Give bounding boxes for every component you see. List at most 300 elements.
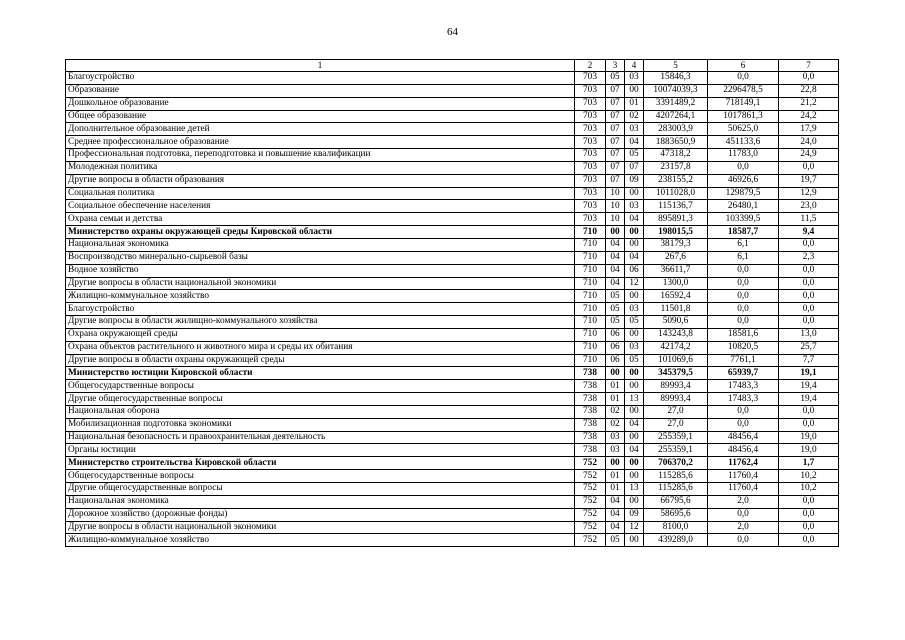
row-name-cell: Общегосударственные вопросы [66,470,575,483]
row-plan-cell: 345379,5 [644,367,708,380]
row-percent-cell: 19,4 [779,380,839,393]
column-header: 3 [606,60,625,72]
row-percent-cell: 22,8 [779,84,839,97]
table-row [66,187,839,200]
row-subsection-cell: 04 [625,136,644,149]
table-row [66,483,839,496]
column-header: 6 [708,60,779,72]
row-section-cell: 02 [606,405,625,418]
row-section-cell: 04 [606,521,625,534]
row-actual-cell: 10820,5 [708,341,779,354]
row-subsection-cell: 03 [625,303,644,316]
row-section-cell: 05 [606,303,625,316]
row-section-cell: 07 [606,110,625,123]
row-name-cell: Другие вопросы в области охраны окружающей среды [66,354,575,367]
row-percent-cell: 24,9 [779,149,839,162]
row-name-cell: Охрана семьи и детства [66,213,575,226]
row-code-cell: 703 [575,123,606,136]
table-row [66,149,839,162]
row-percent-cell: 0,0 [779,508,839,521]
table-row [66,251,839,264]
row-code-cell: 710 [575,354,606,367]
row-percent-cell: 10,2 [779,470,839,483]
row-code-cell: 752 [575,534,606,547]
table-row [66,457,839,470]
row-plan-cell: 267,6 [644,251,708,264]
row-name-cell: Дошкольное образование [66,97,575,110]
row-section-cell: 00 [606,226,625,239]
row-code-cell: 703 [575,97,606,110]
table-row [66,238,839,251]
row-code-cell: 703 [575,110,606,123]
row-percent-cell: 11,5 [779,213,839,226]
table-row [66,508,839,521]
row-subsection-cell: 00 [625,457,644,470]
row-subsection-cell: 00 [625,367,644,380]
row-name-cell: Воспроизводство минерально-сырьевой базы [66,251,575,264]
row-plan-cell: 8100,0 [644,521,708,534]
row-plan-cell: 3391489,2 [644,97,708,110]
row-plan-cell: 89993,4 [644,393,708,406]
row-plan-cell: 4207264,1 [644,110,708,123]
row-actual-cell: 48456,4 [708,431,779,444]
row-actual-cell: 0,0 [708,277,779,290]
row-name-cell: Молодежная политика [66,161,575,174]
row-plan-cell: 115136,7 [644,200,708,213]
row-subsection-cell: 00 [625,328,644,341]
row-percent-cell: 9,4 [779,226,839,239]
row-subsection-cell: 00 [625,431,644,444]
budget-table [65,59,839,547]
row-code-cell: 738 [575,405,606,418]
column-header: 1 [66,60,575,72]
row-name-cell: Органы юстиции [66,444,575,457]
row-section-cell: 04 [606,508,625,521]
row-percent-cell: 0,0 [779,495,839,508]
table-row [66,470,839,483]
row-section-cell: 05 [606,72,625,85]
row-actual-cell: 18587,7 [708,226,779,239]
row-code-cell: 710 [575,264,606,277]
row-actual-cell: 11760,4 [708,483,779,496]
row-actual-cell: 0,0 [708,405,779,418]
table-row [66,405,839,418]
row-code-cell: 752 [575,470,606,483]
row-plan-cell: 36611,7 [644,264,708,277]
row-plan-cell: 115285,6 [644,483,708,496]
table-row [66,277,839,290]
row-subsection-cell: 13 [625,483,644,496]
row-section-cell: 05 [606,534,625,547]
row-code-cell: 738 [575,367,606,380]
row-subsection-cell: 00 [625,187,644,200]
table-row [66,495,839,508]
row-subsection-cell: 03 [625,72,644,85]
table-row [66,226,839,239]
row-percent-cell: 0,0 [779,418,839,431]
row-plan-cell: 101069,6 [644,354,708,367]
row-section-cell: 03 [606,431,625,444]
row-plan-cell: 238155,2 [644,174,708,187]
row-name-cell: Министерство строительства Кировской области [66,457,575,470]
row-percent-cell: 0,0 [779,264,839,277]
row-subsection-cell: 03 [625,200,644,213]
row-plan-cell: 255359,1 [644,431,708,444]
row-actual-cell: 718149,1 [708,97,779,110]
table-row [66,431,839,444]
row-name-cell: Другие вопросы в области жилищно-коммунального хозяйства [66,316,575,329]
row-name-cell: Другие вопросы в области национальной экономики [66,277,575,290]
row-name-cell: Жилищно-коммунальное хозяйство [66,534,575,547]
row-percent-cell: 19,0 [779,431,839,444]
row-actual-cell: 0,0 [708,290,779,303]
row-actual-cell: 0,0 [708,72,779,85]
row-section-cell: 04 [606,495,625,508]
row-section-cell: 07 [606,174,625,187]
row-code-cell: 703 [575,72,606,85]
row-actual-cell: 50625,0 [708,123,779,136]
row-percent-cell: 19,1 [779,367,839,380]
row-section-cell: 01 [606,470,625,483]
row-code-cell: 710 [575,226,606,239]
row-name-cell: Жилищно-коммунальное хозяйство [66,290,575,303]
row-plan-cell: 23157,8 [644,161,708,174]
row-actual-cell: 11762,4 [708,457,779,470]
row-section-cell: 07 [606,123,625,136]
row-code-cell: 738 [575,393,606,406]
row-name-cell: Другие общегосударственные вопросы [66,393,575,406]
row-name-cell: Общее образование [66,110,575,123]
row-percent-cell: 12,9 [779,187,839,200]
row-code-cell: 710 [575,238,606,251]
row-section-cell: 07 [606,161,625,174]
row-code-cell: 738 [575,418,606,431]
row-subsection-cell: 05 [625,316,644,329]
row-code-cell: 703 [575,174,606,187]
row-percent-cell: 19,7 [779,174,839,187]
row-code-cell: 710 [575,328,606,341]
row-plan-cell: 58695,6 [644,508,708,521]
row-percent-cell: 0,0 [779,521,839,534]
row-code-cell: 738 [575,380,606,393]
row-percent-cell: 25,7 [779,341,839,354]
row-percent-cell: 0,0 [779,303,839,316]
table-row [66,97,839,110]
row-code-cell: 703 [575,187,606,200]
row-name-cell: Водное хозяйство [66,264,575,277]
table-row [66,123,839,136]
row-subsection-cell: 07 [625,161,644,174]
row-percent-cell: 19,0 [779,444,839,457]
row-code-cell: 738 [575,431,606,444]
row-section-cell: 10 [606,187,625,200]
row-actual-cell: 0,0 [708,161,779,174]
row-code-cell: 703 [575,213,606,226]
row-name-cell: Дорожное хозяйство (дорожные фонды) [66,508,575,521]
row-subsection-cell: 00 [625,84,644,97]
row-actual-cell: 17483,3 [708,393,779,406]
row-code-cell: 738 [575,444,606,457]
row-name-cell: Другие вопросы в области образования [66,174,575,187]
row-plan-cell: 38179,3 [644,238,708,251]
row-plan-cell: 255359,1 [644,444,708,457]
row-percent-cell: 21,2 [779,97,839,110]
row-percent-cell: 0,0 [779,405,839,418]
table-row [66,264,839,277]
column-header: 4 [625,60,644,72]
row-plan-cell: 47318,2 [644,149,708,162]
row-name-cell: Благоустройство [66,72,575,85]
row-plan-cell: 89993,4 [644,380,708,393]
row-name-cell: Социальное обеспечение населения [66,200,575,213]
row-subsection-cell: 00 [625,238,644,251]
row-plan-cell: 895891,3 [644,213,708,226]
row-name-cell: Образование [66,84,575,97]
row-section-cell: 04 [606,251,625,264]
row-subsection-cell: 09 [625,174,644,187]
table-row [66,328,839,341]
row-code-cell: 752 [575,495,606,508]
row-plan-cell: 1300,0 [644,277,708,290]
row-name-cell: Национальная экономика [66,238,575,251]
row-percent-cell: 0,0 [779,316,839,329]
table-row [66,521,839,534]
row-code-cell: 703 [575,136,606,149]
table-row [66,444,839,457]
row-subsection-cell: 00 [625,470,644,483]
row-subsection-cell: 00 [625,380,644,393]
row-section-cell: 04 [606,238,625,251]
row-actual-cell: 46926,6 [708,174,779,187]
row-percent-cell: 0,0 [779,277,839,290]
page-number: 64 [447,26,458,38]
row-name-cell: Общегосударственные вопросы [66,380,575,393]
column-header: 7 [779,60,839,72]
row-name-cell: Дополнительное образование детей [66,123,575,136]
row-code-cell: 710 [575,290,606,303]
row-actual-cell: 0,0 [708,534,779,547]
row-actual-cell: 0,0 [708,303,779,316]
table-row [66,354,839,367]
row-actual-cell: 0,0 [708,264,779,277]
row-plan-cell: 198015,5 [644,226,708,239]
row-name-cell: Национальная безопасность и правоохранительная деятельность [66,431,575,444]
row-plan-cell: 10074039,3 [644,84,708,97]
row-percent-cell: 0,0 [779,290,839,303]
row-section-cell: 07 [606,97,625,110]
row-plan-cell: 27,0 [644,418,708,431]
row-name-cell: Профессиональная подготовка, переподготовка и повышение квалификации [66,149,575,162]
row-name-cell: Социальная политика [66,187,575,200]
row-section-cell: 07 [606,136,625,149]
row-code-cell: 752 [575,483,606,496]
row-code-cell: 752 [575,521,606,534]
row-actual-cell: 103399,5 [708,213,779,226]
row-code-cell: 703 [575,161,606,174]
row-section-cell: 01 [606,483,625,496]
row-subsection-cell: 12 [625,277,644,290]
table-row [66,316,839,329]
row-section-cell: 10 [606,200,625,213]
row-actual-cell: 65939,7 [708,367,779,380]
row-plan-cell: 1883650,9 [644,136,708,149]
row-code-cell: 703 [575,84,606,97]
row-name-cell: Благоустройство [66,303,575,316]
table-row [66,380,839,393]
row-subsection-cell: 03 [625,123,644,136]
row-plan-cell: 439289,0 [644,534,708,547]
row-actual-cell: 2,0 [708,495,779,508]
row-code-cell: 752 [575,457,606,470]
row-subsection-cell: 03 [625,341,644,354]
row-code-cell: 710 [575,316,606,329]
row-percent-cell: 0,0 [779,238,839,251]
table-row [66,110,839,123]
row-plan-cell: 66795,6 [644,495,708,508]
row-section-cell: 07 [606,84,625,97]
table-row [66,136,839,149]
row-actual-cell: 11783,0 [708,149,779,162]
row-name-cell: Охрана объектов растительного и животного мира и среды их обитания [66,341,575,354]
row-subsection-cell: 04 [625,213,644,226]
row-percent-cell: 7,7 [779,354,839,367]
table-row [66,161,839,174]
row-plan-cell: 1011028,0 [644,187,708,200]
row-section-cell: 06 [606,341,625,354]
table-row [66,72,839,85]
row-section-cell: 06 [606,354,625,367]
row-plan-cell: 16592,4 [644,290,708,303]
row-plan-cell: 706370,2 [644,457,708,470]
table-row [66,534,839,547]
row-subsection-cell: 00 [625,290,644,303]
row-plan-cell: 15846,3 [644,72,708,85]
row-subsection-cell: 04 [625,418,644,431]
row-code-cell: 752 [575,508,606,521]
row-code-cell: 710 [575,341,606,354]
table-row [66,290,839,303]
table-row [66,393,839,406]
row-section-cell: 00 [606,367,625,380]
row-name-cell: Другие общегосударственные вопросы [66,483,575,496]
row-name-cell: Среднее профессиональное образование [66,136,575,149]
row-subsection-cell: 00 [625,495,644,508]
row-percent-cell: 2,3 [779,251,839,264]
row-subsection-cell: 05 [625,149,644,162]
table-row [66,367,839,380]
table-row [66,418,839,431]
column-header: 2 [575,60,606,72]
row-percent-cell: 17,9 [779,123,839,136]
row-name-cell: Министерство юстиции Кировской области [66,367,575,380]
row-section-cell: 04 [606,277,625,290]
row-subsection-cell: 05 [625,354,644,367]
row-subsection-cell: 04 [625,444,644,457]
row-actual-cell: 0,0 [708,418,779,431]
row-subsection-cell: 13 [625,393,644,406]
row-subsection-cell: 09 [625,508,644,521]
row-section-cell: 00 [606,457,625,470]
row-actual-cell: 26480,1 [708,200,779,213]
row-plan-cell: 27,0 [644,405,708,418]
column-header: 5 [644,60,708,72]
row-name-cell: Мобилизационная подготовка экономики [66,418,575,431]
row-actual-cell: 48456,4 [708,444,779,457]
row-percent-cell: 23,0 [779,200,839,213]
row-plan-cell: 42174,2 [644,341,708,354]
row-plan-cell: 283003,9 [644,123,708,136]
row-actual-cell: 451133,6 [708,136,779,149]
row-section-cell: 01 [606,393,625,406]
row-percent-cell: 24,0 [779,136,839,149]
row-percent-cell: 0,0 [779,161,839,174]
row-name-cell: Национальная оборона [66,405,575,418]
table-row [66,213,839,226]
row-actual-cell: 11760,4 [708,470,779,483]
row-subsection-cell: 00 [625,405,644,418]
table-row [66,174,839,187]
table-row [66,341,839,354]
row-name-cell: Министерство охраны окружающей среды Кировской области [66,226,575,239]
row-code-cell: 710 [575,251,606,264]
row-percent-cell: 10,2 [779,483,839,496]
row-section-cell: 03 [606,444,625,457]
row-section-cell: 07 [606,149,625,162]
row-section-cell: 10 [606,213,625,226]
row-name-cell: Охрана окружающей среды [66,328,575,341]
row-section-cell: 02 [606,418,625,431]
row-subsection-cell: 00 [625,226,644,239]
row-subsection-cell: 04 [625,251,644,264]
row-subsection-cell: 01 [625,97,644,110]
row-code-cell: 703 [575,149,606,162]
row-percent-cell: 19,4 [779,393,839,406]
row-plan-cell: 5090,6 [644,316,708,329]
row-actual-cell: 6,1 [708,238,779,251]
row-actual-cell: 2296478,5 [708,84,779,97]
row-percent-cell: 24,2 [779,110,839,123]
row-actual-cell: 1017861,3 [708,110,779,123]
row-subsection-cell: 12 [625,521,644,534]
row-actual-cell: 17483,3 [708,380,779,393]
row-actual-cell: 129879,5 [708,187,779,200]
row-actual-cell: 18581,6 [708,328,779,341]
row-percent-cell: 0,0 [779,72,839,85]
row-subsection-cell: 02 [625,110,644,123]
row-code-cell: 710 [575,303,606,316]
row-plan-cell: 143243,8 [644,328,708,341]
row-section-cell: 04 [606,264,625,277]
row-percent-cell: 0,0 [779,534,839,547]
row-subsection-cell: 06 [625,264,644,277]
row-percent-cell: 1,7 [779,457,839,470]
row-code-cell: 703 [575,200,606,213]
row-subsection-cell: 00 [625,534,644,547]
row-section-cell: 05 [606,290,625,303]
row-name-cell: Национальная экономика [66,495,575,508]
table-row [66,303,839,316]
row-section-cell: 01 [606,380,625,393]
row-actual-cell: 0,0 [708,508,779,521]
row-plan-cell: 11501,8 [644,303,708,316]
row-code-cell: 710 [575,277,606,290]
table-header-row [66,60,839,72]
table-row [66,200,839,213]
table-row [66,84,839,97]
row-section-cell: 06 [606,328,625,341]
row-name-cell: Другие вопросы в области национальной экономики [66,521,575,534]
row-section-cell: 05 [606,316,625,329]
